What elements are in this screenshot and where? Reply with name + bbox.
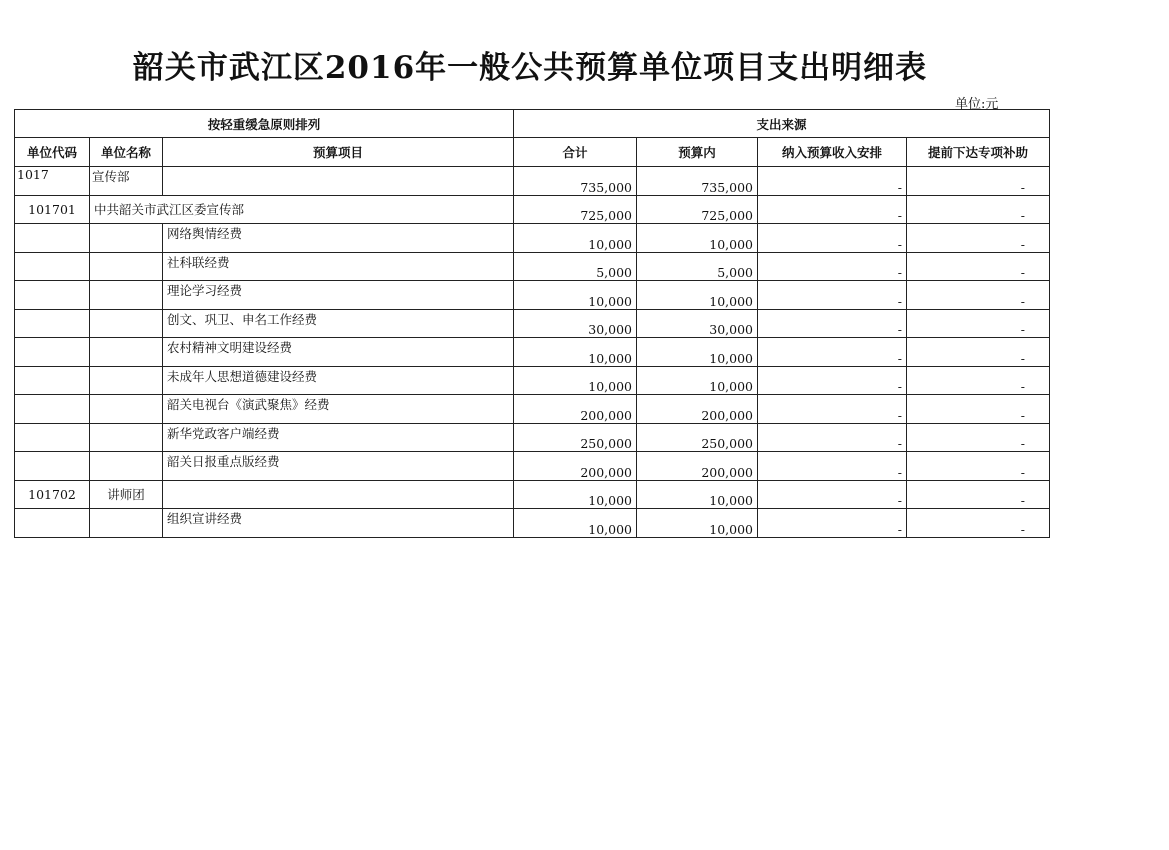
cell-budget-item: 社科联经费	[163, 252, 514, 281]
page-title: 韶关市武江区2016年一般公共预算单位项目支出明细表	[132, 50, 928, 86]
table-row	[15, 509, 1050, 538]
cell-unit-name	[90, 366, 163, 395]
header-group-row	[15, 110, 1050, 138]
table-row	[15, 338, 1050, 367]
cell-budget-income: -	[758, 195, 907, 224]
cell-budget-income: -	[758, 309, 907, 338]
header-column-row	[15, 138, 1050, 167]
cell-unit-code	[15, 309, 90, 338]
cell-unit-name	[90, 509, 163, 538]
cell-unit-name: 中共韶关市武江区委宣传部	[90, 195, 514, 224]
cell-budget-item	[163, 480, 514, 509]
cell-in-budget: 725,000	[637, 195, 758, 224]
cell-unit-name	[90, 224, 163, 253]
cell-unit-code	[15, 509, 90, 538]
cell-in-budget: 10,000	[637, 281, 758, 310]
group-header-funding-source: 支出来源	[514, 110, 1050, 138]
column-header-unit-code: 单位代码	[15, 138, 90, 167]
cell-budget-income: -	[758, 167, 907, 196]
cell-unit-code	[15, 395, 90, 424]
cell-budget-income: -	[758, 252, 907, 281]
cell-unit-code	[15, 366, 90, 395]
cell-unit-code	[15, 338, 90, 367]
cell-in-budget: 250,000	[637, 423, 758, 452]
cell-budget-item	[163, 167, 514, 196]
group-header-priority: 按轻重缓急原则排列	[15, 110, 514, 138]
table-row	[15, 423, 1050, 452]
cell-in-budget: 10,000	[637, 338, 758, 367]
cell-total: 10,000	[514, 281, 637, 310]
column-header-advance-subsidy: 提前下达专项补助	[907, 138, 1050, 167]
cell-advance-subsidy: -	[907, 167, 1050, 196]
cell-total: 10,000	[514, 509, 637, 538]
cell-budget-item: 创文、巩卫、申名工作经费	[163, 309, 514, 338]
table-row	[15, 224, 1050, 253]
cell-budget-item: 新华党政客户端经费	[163, 423, 514, 452]
cell-unit-name	[90, 252, 163, 281]
cell-total: 10,000	[514, 480, 637, 509]
cell-total: 250,000	[514, 423, 637, 452]
table-row	[15, 252, 1050, 281]
cell-advance-subsidy: -	[907, 309, 1050, 338]
column-header-total: 合计	[514, 138, 637, 167]
cell-advance-subsidy: -	[907, 281, 1050, 310]
column-header-budget-item: 预算项目	[163, 138, 514, 167]
cell-budget-item: 农村精神文明建设经费	[163, 338, 514, 367]
cell-unit-code	[15, 452, 90, 481]
cell-unit-code: 101702	[15, 480, 90, 509]
cell-budget-income: -	[758, 395, 907, 424]
cell-unit-name	[90, 452, 163, 481]
cell-budget-income: -	[758, 338, 907, 367]
cell-in-budget: 10,000	[637, 480, 758, 509]
cell-budget-income: -	[758, 366, 907, 395]
cell-in-budget: 30,000	[637, 309, 758, 338]
cell-in-budget: 200,000	[637, 395, 758, 424]
cell-unit-name	[90, 338, 163, 367]
cell-unit-code	[15, 281, 90, 310]
table-row	[15, 281, 1050, 310]
cell-unit-name: 宣传部	[90, 167, 163, 196]
table-row	[15, 452, 1050, 481]
cell-advance-subsidy: -	[907, 195, 1050, 224]
cell-total: 725,000	[514, 195, 637, 224]
column-header-in-budget: 预算内	[637, 138, 758, 167]
cell-budget-income: -	[758, 480, 907, 509]
cell-budget-item: 未成年人思想道德建设经费	[163, 366, 514, 395]
cell-total: 10,000	[514, 366, 637, 395]
cell-advance-subsidy: -	[907, 366, 1050, 395]
cell-budget-item: 网络舆情经费	[163, 224, 514, 253]
cell-unit-code: 1017	[15, 167, 90, 196]
cell-total: 200,000	[514, 452, 637, 481]
cell-in-budget: 10,000	[637, 366, 758, 395]
cell-budget-income: -	[758, 423, 907, 452]
cell-total: 5,000	[514, 252, 637, 281]
unit-label: 单位:元	[955, 97, 999, 112]
cell-in-budget: 10,000	[637, 509, 758, 538]
table-row-sub-unit	[15, 195, 1050, 224]
cell-unit-code	[15, 423, 90, 452]
cell-unit-code: 101701	[15, 195, 90, 224]
cell-budget-income: -	[758, 452, 907, 481]
cell-total: 10,000	[514, 338, 637, 367]
cell-budget-income: -	[758, 509, 907, 538]
cell-budget-item: 韶关电视台《演武聚焦》经费	[163, 395, 514, 424]
cell-budget-item: 组织宣讲经费	[163, 509, 514, 538]
cell-total: 10,000	[514, 224, 637, 253]
cell-advance-subsidy: -	[907, 509, 1050, 538]
column-header-unit-name: 单位名称	[90, 138, 163, 167]
cell-advance-subsidy: -	[907, 423, 1050, 452]
cell-unit-name	[90, 423, 163, 452]
cell-budget-income: -	[758, 224, 907, 253]
cell-total: 735,000	[514, 167, 637, 196]
column-header-budget-income: 纳入预算收入安排	[758, 138, 907, 167]
table-row	[15, 366, 1050, 395]
cell-total: 200,000	[514, 395, 637, 424]
cell-budget-income: -	[758, 281, 907, 310]
cell-budget-item: 理论学习经费	[163, 281, 514, 310]
table-row-sub-unit	[15, 480, 1050, 509]
cell-in-budget: 735,000	[637, 167, 758, 196]
cell-advance-subsidy: -	[907, 395, 1050, 424]
budget-table	[14, 109, 1050, 538]
cell-unit-code	[15, 224, 90, 253]
table-row	[15, 395, 1050, 424]
cell-total: 30,000	[514, 309, 637, 338]
cell-in-budget: 200,000	[637, 452, 758, 481]
cell-advance-subsidy: -	[907, 224, 1050, 253]
cell-unit-name: 讲师团	[90, 480, 163, 509]
table-row-department	[15, 167, 1050, 196]
cell-unit-name	[90, 281, 163, 310]
cell-advance-subsidy: -	[907, 252, 1050, 281]
cell-advance-subsidy: -	[907, 480, 1050, 509]
cell-unit-name	[90, 395, 163, 424]
cell-advance-subsidy: -	[907, 338, 1050, 367]
cell-in-budget: 10,000	[637, 224, 758, 253]
cell-budget-item: 韶关日报重点版经费	[163, 452, 514, 481]
table-row	[15, 309, 1050, 338]
cell-in-budget: 5,000	[637, 252, 758, 281]
cell-unit-code	[15, 252, 90, 281]
cell-advance-subsidy: -	[907, 452, 1050, 481]
cell-unit-name	[90, 309, 163, 338]
